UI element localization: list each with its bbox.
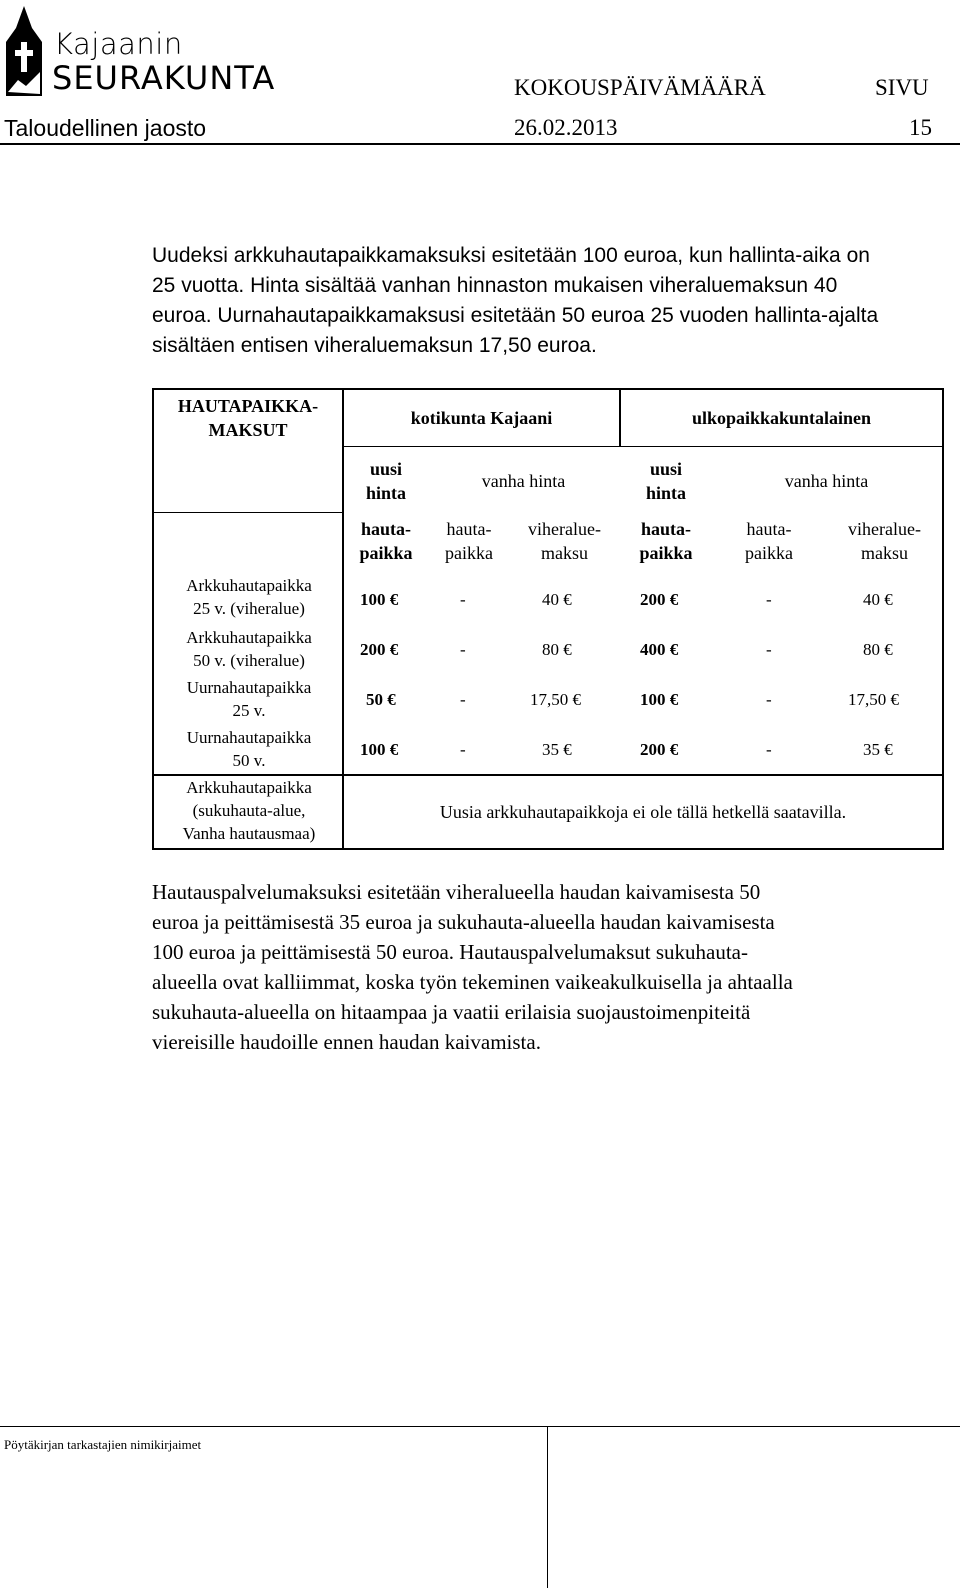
table-cell: 100 € xyxy=(360,740,399,759)
row-label-line: (sukuhauta-alue, xyxy=(192,801,306,820)
service-line: 100 euroa ja peittämisestä 50 euroa. Hautauspalvelumaksut sukuhauta- xyxy=(152,940,748,964)
header-line: uusi xyxy=(369,459,403,479)
header-line: paikka xyxy=(745,543,793,563)
subheader-grave-plot xyxy=(711,514,827,568)
header-line: maksu xyxy=(861,543,908,563)
table-cell: 35 € xyxy=(542,740,572,759)
header-line: viheralue- xyxy=(848,519,921,539)
header-divider xyxy=(0,143,960,145)
department-name: Taloudellinen jaosto xyxy=(4,115,207,141)
old-price-header-local: vanha hinta xyxy=(481,471,566,491)
row-label-line: Vanha hautausmaa) xyxy=(182,824,316,843)
table-cell: 40 € xyxy=(863,590,893,609)
header-line: paikka xyxy=(445,543,493,563)
subheader-grave-plot xyxy=(344,514,428,568)
row-label-line: Arkkuhautapaikka xyxy=(186,628,312,647)
intro-paragraph xyxy=(152,241,942,361)
row-label-line: 50 v. (viheralue) xyxy=(193,651,305,670)
corner-title-line: MAKSUT xyxy=(208,420,288,440)
header-line: hauta- xyxy=(446,519,492,539)
table-cell: 100 € xyxy=(360,590,399,609)
header-line: maksu xyxy=(541,543,588,563)
service-line: viereisille haudoille ennen haudan kaivamista. xyxy=(152,1030,541,1054)
service-line: sukuhauta-alueella on hitaampaa ja vaatii erilaisia suojaustoimenpiteitä xyxy=(152,1000,751,1024)
corner-title-line: HAUTAPAIKKA- xyxy=(177,396,319,416)
row-label-line: 50 v. xyxy=(232,751,266,770)
intro-line: sisältäen entisen viheraluemaksun 17,50 euroa. xyxy=(152,334,597,357)
page-label: SIVU xyxy=(875,75,929,100)
table-cell: 200 € xyxy=(360,640,399,659)
table-cell: - xyxy=(766,640,772,659)
table-cell: - xyxy=(460,740,466,759)
footer-column-divider xyxy=(547,1426,548,1588)
page-number: 15 xyxy=(909,115,932,140)
table-cell: 100 € xyxy=(640,690,679,709)
service-fee-paragraph xyxy=(152,877,942,1057)
table-cell: 17,50 € xyxy=(530,690,581,709)
new-price-header-local xyxy=(344,454,428,508)
header-line: hinta xyxy=(645,483,687,503)
grave-fee-table xyxy=(152,388,944,850)
new-price-header-outside xyxy=(621,454,711,508)
row-label-line: 25 v. xyxy=(232,701,266,720)
service-line: alueella ovat kalliimmat, koska työn tekeminen vaikeakulkuisella ja ahtaalla xyxy=(152,970,793,994)
header-line: hauta- xyxy=(746,519,792,539)
row-label-line: Uurnahautapaikka xyxy=(186,728,312,747)
meeting-date-label: KOKOUSPÄIVÄMÄÄRÄ xyxy=(514,75,766,100)
intro-line: euroa. Uurnahautapaikkamaksusi esitetään 50 euroa 25 vuoden hallinta-ajalta xyxy=(152,304,879,327)
logo-text-seurakunta: SEURAKUNTA xyxy=(52,59,276,97)
table-cell: 200 € xyxy=(640,740,679,759)
table-cell: 17,50 € xyxy=(848,690,899,709)
old-price-header-outside: vanha hinta xyxy=(784,471,869,491)
row-label-line: Arkkuhautapaikka xyxy=(186,576,312,595)
table-cell: - xyxy=(766,590,772,609)
header-line: paikka xyxy=(639,543,693,563)
intro-line: Uudeksi arkkuhautapaikkamaksuksi esitetään 100 euroa, kun hallinta-aika on xyxy=(152,244,870,267)
row-label xyxy=(154,776,344,845)
subheader-grave-plot xyxy=(621,514,711,568)
header-line: hauta- xyxy=(360,519,411,539)
availability-note: Uusia arkkuhautapaikkoja ei ole tällä hetkellä saatavilla. xyxy=(439,802,847,822)
subheader-grave-plot xyxy=(428,514,510,568)
table-cell: - xyxy=(766,740,772,759)
table-cell: 80 € xyxy=(863,640,893,659)
table-cell: 80 € xyxy=(542,640,572,659)
table-cell: 40 € xyxy=(542,590,572,609)
header-line: uusi xyxy=(649,459,683,479)
signature-label: Pöytäkirjan tarkastajien nimikirjaimet xyxy=(4,1437,202,1452)
intro-line: 25 vuotta. Hinta sisältää vanhan hinnaston mukaisen viheraluemaksun 40 xyxy=(152,274,838,297)
table-cell: 400 € xyxy=(640,640,679,659)
table-cell: - xyxy=(460,690,466,709)
footer-divider xyxy=(0,1426,960,1427)
header-line: viheralue- xyxy=(528,519,601,539)
table-cell: - xyxy=(460,590,466,609)
table-corner-title xyxy=(154,390,342,446)
table-cell: 50 € xyxy=(366,690,396,709)
group-header-local: kotikunta Kajaani xyxy=(410,408,553,428)
service-line: Hautauspalvelumaksuksi esitetään viheralueella haudan kaivamisesta 50 xyxy=(152,880,761,904)
row-label xyxy=(154,626,344,672)
header-line: paikka xyxy=(359,543,413,563)
logo-text-kajaanin: Kajaanin xyxy=(54,27,183,61)
row-label-line: Arkkuhautapaikka xyxy=(186,778,312,797)
table-cell: - xyxy=(460,640,466,659)
row-label xyxy=(154,726,344,772)
row-label xyxy=(154,574,344,620)
parish-logo xyxy=(4,2,334,98)
service-line: euroa ja peittämisestä 35 euroa ja sukuhauta-alueella haudan kaivamisesta xyxy=(152,910,775,934)
table-cell: - xyxy=(766,690,772,709)
church-logo-icon xyxy=(4,2,52,98)
row-label xyxy=(154,676,344,722)
subheader-green-fee xyxy=(827,514,942,568)
table-cell: 35 € xyxy=(863,740,893,759)
meeting-date: 26.02.2013 xyxy=(514,115,618,140)
group-header-outside: ulkopaikkakuntalainen xyxy=(691,408,872,428)
row-label-line: 25 v. (viheralue) xyxy=(193,599,305,618)
header-line: hinta xyxy=(365,483,407,503)
table-cell: 200 € xyxy=(640,590,679,609)
header-line: hauta- xyxy=(640,519,691,539)
subheader-green-fee xyxy=(510,514,619,568)
row-label-line: Uurnahautapaikka xyxy=(186,678,312,697)
